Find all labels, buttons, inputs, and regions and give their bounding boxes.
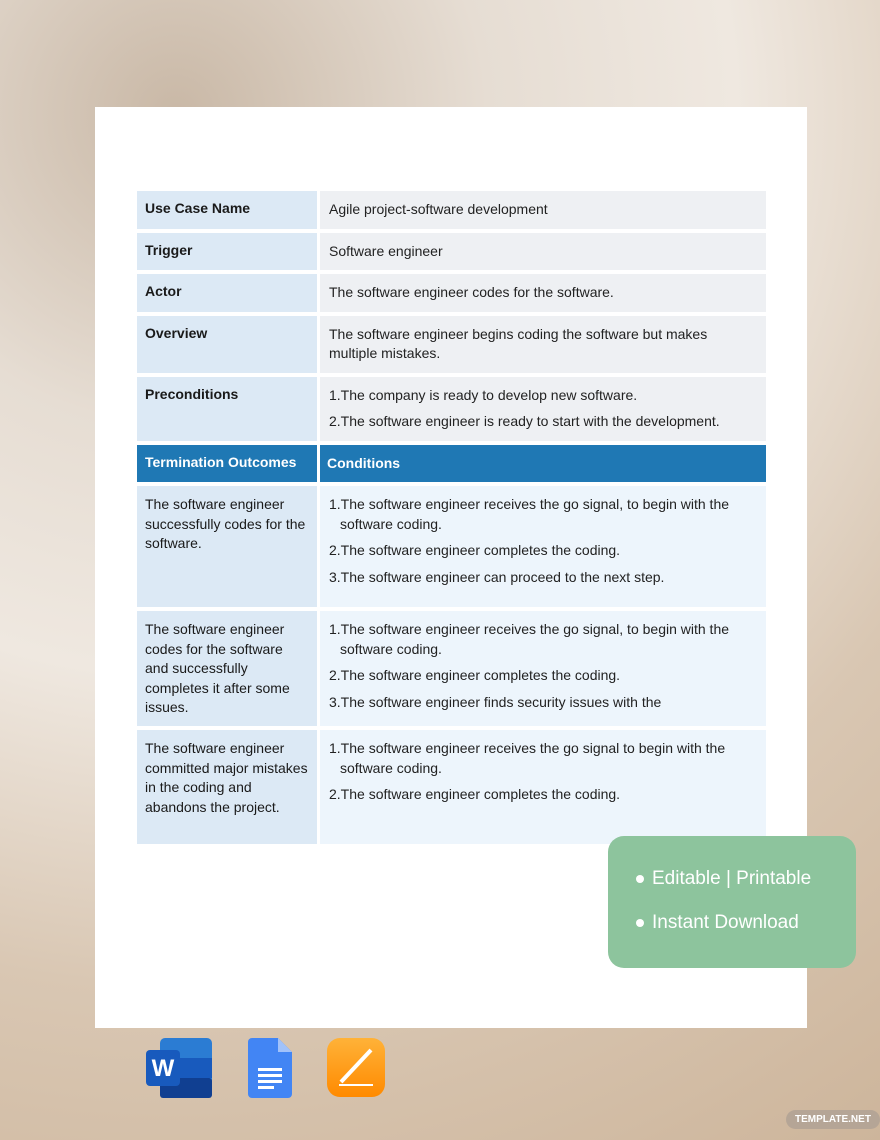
feature-editable: Editable | Printable	[652, 868, 812, 889]
condition-item: 3.The software engineer can proceed to the next step.	[329, 568, 665, 585]
row-value	[320, 377, 766, 441]
pages-icon[interactable]	[327, 1038, 385, 1097]
row-label: Overview	[137, 316, 317, 373]
condition-item: 2.The software engineer completes the coding.	[329, 786, 621, 802]
table-row	[137, 730, 766, 844]
table-header	[137, 445, 766, 483]
condition-item: 1.The software engineer receives the go signal, to begin with the software coding.	[329, 496, 730, 532]
condition-item: 1.The software engineer receives the go signal to begin with the software coding.	[329, 740, 726, 776]
header-termination-outcomes: Termination Outcomes	[137, 445, 317, 483]
outcome-cell: The software engineer committed major mistakes in the coding and abandons the project.	[137, 730, 317, 844]
row-label: Actor	[137, 274, 317, 312]
word-icon[interactable]	[146, 1038, 212, 1098]
row-label: Preconditions	[137, 377, 317, 441]
table-row	[137, 377, 766, 441]
table-row	[137, 191, 766, 229]
table-row	[137, 316, 766, 373]
condition-item: 1.The software engineer receives the go signal, to begin with the software coding.	[329, 621, 730, 657]
row-value: Agile project-software development	[320, 191, 766, 229]
condition-item: 3.The software engineer finds security issues with the	[329, 693, 662, 710]
row-value: Software engineer	[320, 233, 766, 271]
condition-item: 2.The software engineer completes the coding.	[329, 542, 621, 558]
condition-item: 2.The software engineer completes the coding.	[329, 667, 621, 683]
row-label: Trigger	[137, 233, 317, 271]
outcome-cell: The software engineer codes for the software and successfully completes it after some issues.	[137, 611, 317, 726]
outcome-cell: The software engineer successfully codes for the software.	[137, 486, 317, 607]
bullet-icon	[636, 919, 644, 927]
row-value: The software engineer codes for the software.	[320, 274, 766, 312]
features-badge	[608, 836, 856, 968]
use-case-table	[137, 191, 766, 848]
table-row	[137, 274, 766, 312]
feature-download: Instant Download	[652, 912, 799, 933]
precondition-item: 1.The company is ready to develop new software.	[329, 386, 638, 403]
row-label: Use Case Name	[137, 191, 317, 229]
header-conditions: Conditions	[320, 445, 766, 483]
svg-text:W: W	[151, 1055, 175, 1082]
table-row	[137, 611, 766, 726]
template-net-logo[interactable]: TEMPLATE.NET	[786, 1110, 880, 1129]
google-docs-icon[interactable]	[248, 1038, 292, 1098]
conditions-cell	[320, 486, 766, 607]
conditions-cell	[320, 611, 766, 726]
table-row	[137, 233, 766, 271]
precondition-item: 2.The software engineer is ready to start with the development.	[329, 413, 720, 429]
conditions-cell	[320, 730, 766, 844]
table-row	[137, 486, 766, 607]
row-value: The software engineer begins coding the software but makes multiple mistakes.	[320, 316, 766, 373]
bullet-icon	[636, 875, 644, 883]
